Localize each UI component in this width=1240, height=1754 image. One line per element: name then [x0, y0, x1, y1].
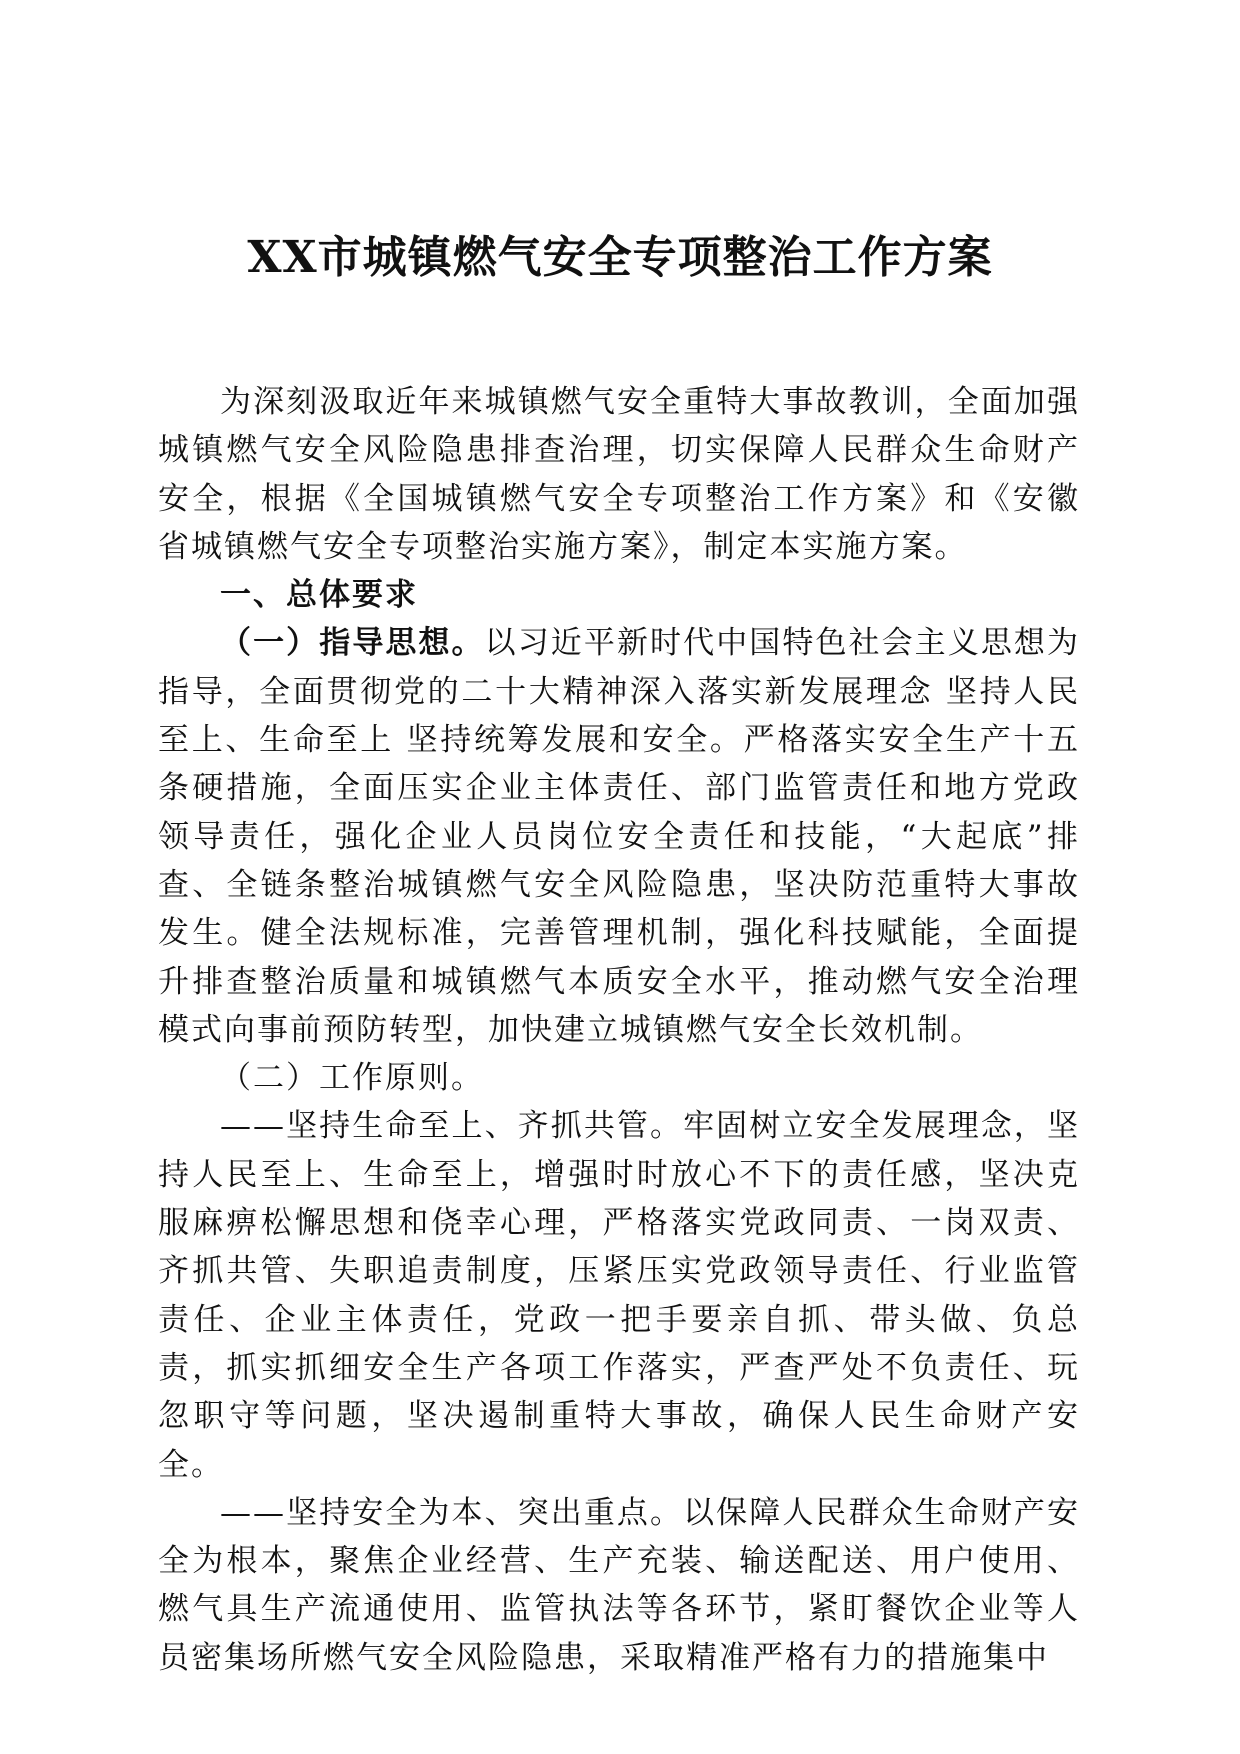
principle-paragraph-2: ——坚持安全为本、突出重点。以保障人民群众生命财产安全为根本，聚焦企业经营、生产充装、输送配送、用户使用、燃气具生产流通使用、监管执法等各环节，紧盯餐饮企业等人员密集场所燃气安全风险隐患，采取精准严格有力的措施集中 [158, 1494, 1080, 1676]
section-heading-general-requirements: 一、总体要求 [220, 577, 418, 614]
guiding-ideology-paragraph [158, 619, 1080, 1054]
principle-paragraph-1: ——坚持生命至上、齐抓共管。牢固树立安全发展理念，坚持人民至上、生命至上，增强时时放心不下的责任感，坚决克服麻痹松懈思想和侥幸心理，严格落实党政同责、一岗双责、齐抓共管、失职追责制度，压紧压实党政领导责任、行业监管责任、企业主体责任，党政一把手要亲自抓、带头做、负总责，抓实抓细安全生产各项工作落实，严查严处不负责任、玩忽职守等问题，坚决遏制重特大事故，确保人民生命财产安全。 [158, 1108, 1080, 1483]
intro-paragraph: 为深刻汲取近年来城镇燃气安全重特大事故教训，全面加强城镇燃气安全风险隐患排查治理，切实保障人民群众生命财产安全，根据《全国城镇燃气安全专项整治工作方案》和《安徽省城镇燃气安全专项整治实施方案》，制定本实施方案。 [158, 384, 1080, 565]
guiding-ideology-lead: （一）指导思想。 [220, 625, 485, 662]
document-body [158, 378, 1080, 1682]
guiding-ideology-text: 以习近平新时代中国特色社会主义思想为指导，全面贯彻党的二十大精神深入落实新发展理念 坚持人民至上、生命至上 坚持统筹发展和安全。严格落实安全生产十五条硬措施，全面压实企业主体责任、部门监管责任和地方党政领导责任，强化企业人员岗位安全责任和技能，“大起底”排查、全链条整治城镇燃气安全风险隐患，坚决防范重特大事故发生。健全法规标准，完善管理机制，强化科技赋能，全面提升排查整治质量和城镇燃气本质安全水平，推动燃气安全治理模式向事前预防转型，加快建立城镇燃气安全长效机制。 [158, 625, 1080, 1048]
document-title: XX市城镇燃气安全专项整治工作方案 [247, 232, 993, 283]
work-principles-heading: （二）工作原则。 [220, 1060, 484, 1097]
